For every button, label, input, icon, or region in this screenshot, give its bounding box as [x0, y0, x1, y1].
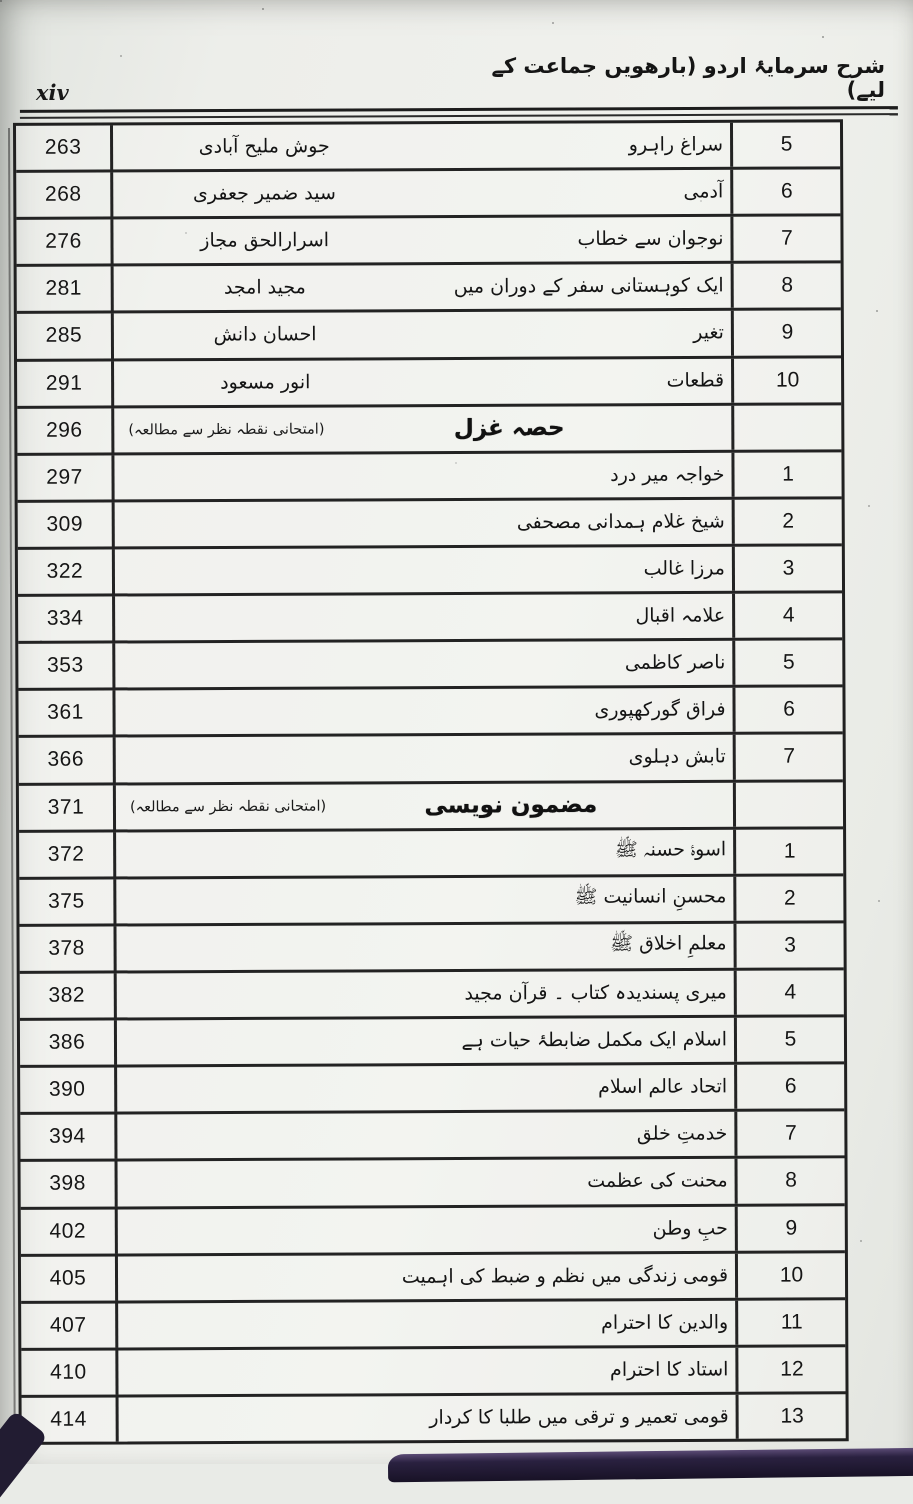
author-name: [166, 994, 370, 995]
serial-number-cell: 9: [735, 1206, 845, 1251]
table-row: [18, 499, 842, 550]
lesson-title: قومی زندگی میں نظم و ضبط کی اہمیت: [401, 1264, 729, 1288]
title-author-cell: [114, 264, 731, 311]
author-name: [166, 947, 370, 948]
title-author-cell: [116, 829, 733, 876]
title-author-cell: [118, 1253, 735, 1300]
table-row: [21, 1206, 845, 1257]
serial-number-cell: 5: [734, 1017, 844, 1062]
table-row: [21, 1347, 845, 1398]
lesson-title: ایک کوہستانی سفر کے دوران میں: [453, 274, 724, 298]
title-author-cell: [115, 594, 732, 641]
author-name: [165, 712, 369, 713]
author-name: [167, 1136, 371, 1137]
lesson-title: استاد کا احترام: [609, 1358, 729, 1381]
page-number-cell: 402: [21, 1209, 118, 1254]
serial-number-cell: 2: [732, 499, 842, 544]
page-number-cell: 334: [18, 597, 115, 642]
title-author-cell: [118, 1301, 735, 1348]
author-name: [167, 1277, 371, 1278]
serial-number-cell: 4: [732, 593, 842, 638]
lesson-title: علامہ اقبال: [635, 604, 726, 627]
serial-number-cell: 9: [731, 311, 841, 356]
lesson-title: نوجوان سے خطاب: [577, 227, 724, 251]
lesson-title: حبِ وطن: [652, 1216, 728, 1240]
page-number-cell: 390: [20, 1068, 117, 1113]
author-name: [166, 853, 370, 854]
title-author-cell: [117, 1065, 734, 1112]
title-author-cell: [115, 688, 732, 735]
author-name: [167, 1230, 371, 1231]
author-name: [164, 476, 368, 477]
lesson-title: میری پسندیدہ کتاب ۔ قرآن مجید: [464, 981, 727, 1005]
lesson-title: اسوۂ حسنہ ﷺ: [614, 837, 727, 861]
title-author-cell: [114, 453, 731, 500]
page-number-cell: 285: [17, 314, 114, 359]
page-number-cell: 372: [19, 832, 116, 877]
serial-number-cell: 5: [730, 122, 840, 167]
serial-number-cell: 6: [734, 1065, 844, 1110]
serial-number-cell: 11: [735, 1300, 845, 1345]
author-name: مجید امجد: [223, 276, 306, 299]
page-number-cell: 353: [18, 644, 115, 689]
serial-number-cell: 3: [732, 546, 842, 591]
page-number-cell: 322: [18, 549, 115, 594]
page-number-cell: 410: [21, 1350, 118, 1395]
page-number-cell: 386: [20, 1021, 117, 1066]
table-row: [16, 122, 840, 173]
author-name: [164, 618, 368, 619]
author-name: اسرارالحق مجاز: [200, 229, 330, 252]
title-author-cell: [117, 1112, 734, 1159]
title-author-cell: [119, 1395, 736, 1442]
author-name: [166, 1042, 370, 1043]
serial-number-cell: [731, 405, 841, 450]
author-name: [167, 1089, 371, 1090]
title-author-cell: [116, 782, 733, 829]
lesson-title: قطعات: [666, 368, 725, 392]
title-author-cell: [115, 641, 732, 688]
title-author-cell: [116, 877, 733, 924]
section-heading: مضمون نویسی: [424, 791, 598, 819]
table-row: [18, 546, 842, 597]
author-name: [167, 1183, 371, 1184]
lesson-title: مرزا غالب: [643, 557, 725, 580]
serial-number-cell: 12: [735, 1347, 845, 1392]
table-row: [17, 405, 841, 456]
page-number-cell: 281: [17, 267, 114, 312]
table-row: [21, 1253, 845, 1304]
serial-number-cell: 3: [733, 923, 843, 968]
page-number-cell: 361: [18, 691, 115, 736]
author-name: [164, 523, 368, 524]
author-name: [168, 1324, 372, 1325]
page-number-cell: 297: [17, 455, 114, 500]
page-number-cell: 276: [16, 220, 113, 265]
serial-number-cell: 10: [735, 1253, 845, 1298]
table-row: [19, 829, 843, 880]
title-author-cell: [118, 1206, 735, 1253]
serial-number-cell: 2: [733, 876, 843, 921]
lesson-title: اتحاد عالم اسلام: [598, 1075, 728, 1099]
title-author-cell: [118, 1348, 735, 1395]
exam-note: (امتحانی نقطہ نظر سے مطالعہ): [128, 421, 325, 439]
serial-number-cell: 6: [730, 169, 840, 214]
table-of-contents: [13, 119, 849, 1445]
serial-number-cell: 7: [730, 217, 840, 262]
lesson-title: خواجہ میر درد: [610, 463, 725, 486]
table-row: [17, 311, 841, 362]
page-number-cell: 398: [21, 1162, 118, 1207]
title-author-cell: [113, 123, 730, 170]
author-name: احسان دانش: [213, 323, 317, 347]
lesson-title: سراغ راہرو: [628, 133, 724, 156]
table-row: [21, 1300, 845, 1351]
table-row: [18, 688, 842, 739]
author-name: [165, 759, 369, 760]
title-author-cell: [116, 735, 733, 782]
title-author-cell: [118, 1159, 735, 1206]
table-row: [22, 1394, 846, 1442]
title-author-cell: [117, 971, 734, 1018]
lesson-title: ناصر کاظمی: [624, 651, 726, 675]
header-rule-bottom: [20, 113, 898, 119]
author-name: [164, 570, 368, 571]
serial-number-cell: [733, 782, 843, 827]
page-number-cell: 309: [18, 502, 115, 547]
table-row: [19, 876, 843, 927]
serial-number-cell: 13: [736, 1394, 846, 1439]
serial-number-cell: 7: [733, 735, 843, 780]
page-number-cell: 414: [22, 1397, 119, 1442]
title-author-cell: [117, 1018, 734, 1065]
exam-note: (امتحانی نقطہ نظر سے مطالعہ): [129, 798, 327, 816]
lesson-title: والدین کا احترام: [600, 1311, 729, 1334]
serial-number-cell: 10: [731, 358, 841, 403]
title-author-cell: [114, 358, 731, 405]
table-row: [19, 735, 843, 786]
serial-number-cell: 1: [731, 452, 841, 497]
page-number-cell: 405: [21, 1256, 118, 1301]
lesson-title: آدمی: [683, 180, 724, 203]
title-author-cell: [113, 170, 730, 217]
page-number-cell: 291: [17, 361, 114, 406]
table-row: [21, 1159, 845, 1210]
roman-page-number: xiv: [36, 80, 69, 105]
page-number-cell: 263: [16, 125, 113, 170]
table-row: [18, 593, 842, 644]
title-author-cell: [114, 405, 731, 452]
section-heading: حصہ غزل: [453, 414, 565, 442]
title-author-cell: [115, 500, 732, 547]
title-author-cell: [115, 547, 732, 594]
table-row: [18, 641, 842, 692]
title-author-cell: [114, 311, 731, 358]
table-row: [20, 1017, 844, 1068]
table-row: [20, 1112, 844, 1163]
author-name: [165, 665, 369, 666]
table-row: [17, 452, 841, 503]
page-number-cell: 296: [17, 408, 114, 453]
page-number-cell: 375: [19, 879, 116, 924]
lesson-title: محنت کی عظمت: [587, 1169, 728, 1193]
lesson-title: تغیر: [693, 321, 724, 345]
table-row: [19, 782, 843, 833]
page-number-cell: 371: [19, 785, 116, 830]
author-name: [166, 900, 370, 901]
table-row: [20, 1065, 844, 1116]
page-number-cell: 394: [20, 1115, 117, 1160]
table-row: [17, 358, 841, 409]
page-number-cell: 407: [21, 1303, 118, 1348]
lesson-title: اسلام ایک مکمل ضابطۂ حیات ہے: [461, 1028, 728, 1052]
page-number-cell: 268: [16, 173, 113, 218]
page-number-cell: 382: [20, 973, 117, 1018]
table-row: [17, 264, 841, 315]
lesson-title: فراق گورکھپوری: [594, 698, 726, 722]
page-number-cell: 378: [19, 926, 116, 971]
serial-number-cell: 7: [734, 1112, 844, 1157]
serial-number-cell: 6: [732, 688, 842, 733]
header-rule-top: [20, 106, 898, 113]
table-row: [16, 169, 840, 220]
table-row: [16, 217, 840, 268]
author-name: [168, 1418, 372, 1419]
title-author-cell: [116, 924, 733, 971]
author-name: انور مسعود: [220, 370, 311, 394]
lesson-title: خدمتِ خلق: [636, 1122, 728, 1146]
author-name: جوش ملیح آبادی: [198, 135, 330, 158]
book-header-title: شرح سرمایۂ اردو (بارھویں جماعت کے لیے): [491, 54, 885, 102]
serial-number-cell: 4: [734, 970, 844, 1015]
author-name: [168, 1371, 372, 1372]
lesson-title: معلمِ اخلاق ﷺ: [610, 932, 727, 955]
lesson-title: قومی تعمیر و ترقی میں طلبا کا کردار: [429, 1405, 729, 1429]
lesson-title: شیخ غلام ہمدانی مصحفی: [516, 510, 725, 534]
lesson-title: تابش دہلوی: [628, 745, 726, 769]
scan-bottom-edge-band: [388, 1448, 913, 1483]
serial-number-cell: 5: [732, 641, 842, 686]
table-row: [20, 970, 844, 1021]
author-name: سید ضمیر جعفری: [192, 182, 336, 205]
serial-number-cell: 1: [733, 829, 843, 874]
table-row: [19, 923, 843, 974]
serial-number-cell: 8: [735, 1159, 845, 1204]
lesson-title: محسنِ انسانیت ﷺ: [574, 885, 727, 908]
serial-number-cell: 8: [731, 264, 841, 309]
title-author-cell: [113, 217, 730, 264]
page-number-cell: 366: [19, 738, 116, 783]
